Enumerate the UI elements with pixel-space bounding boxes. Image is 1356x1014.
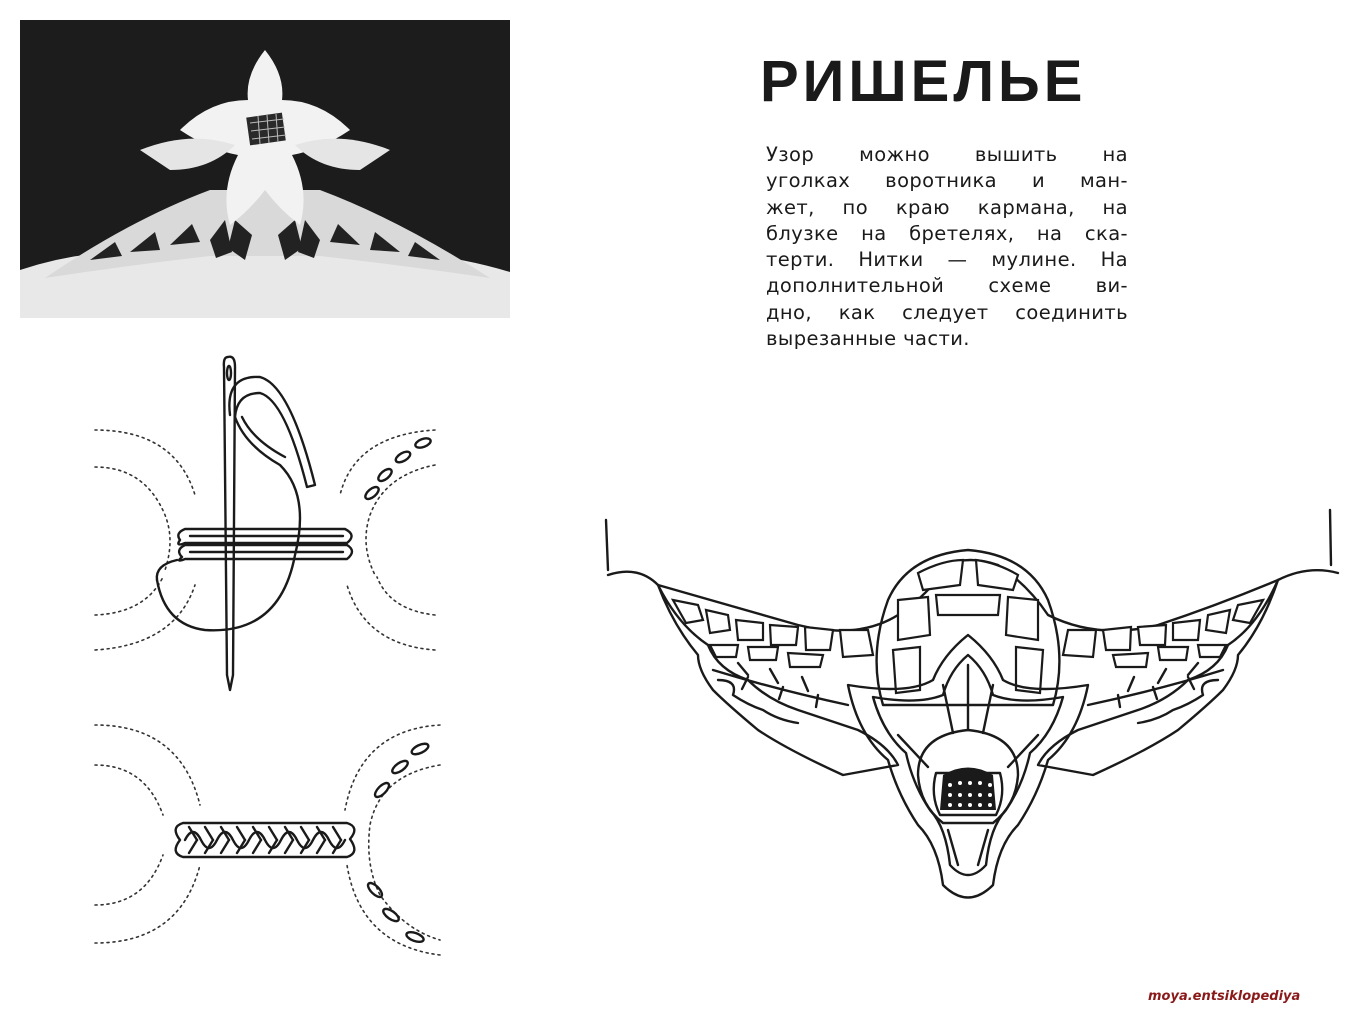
page-title: РИШЕЛЬЕ	[760, 49, 1087, 114]
body-line: вырезанные части.	[766, 327, 970, 351]
body-line: терти. Нитки — мулине. На	[766, 248, 1128, 272]
watermark: moya.entsiklopediya	[1148, 989, 1301, 1004]
body-line: блузке на бретелях, на ска-	[766, 221, 1128, 245]
body-line: дно, как следует соединить	[766, 300, 1128, 324]
article-body	[766, 142, 1128, 352]
body-line: уголках воротника и ман-	[766, 169, 1128, 193]
body-line: жет, по краю кармана, на	[766, 195, 1128, 219]
body-line: Узор можно вышить на	[766, 143, 1128, 166]
richelieu-pattern-diagram	[598, 505, 1348, 920]
body-line: дополнительной схеме ви-	[766, 274, 1128, 298]
embroidery-photo	[20, 20, 510, 318]
finished-bar-diagram	[85, 715, 455, 960]
needle-stitch-diagram	[85, 345, 455, 715]
